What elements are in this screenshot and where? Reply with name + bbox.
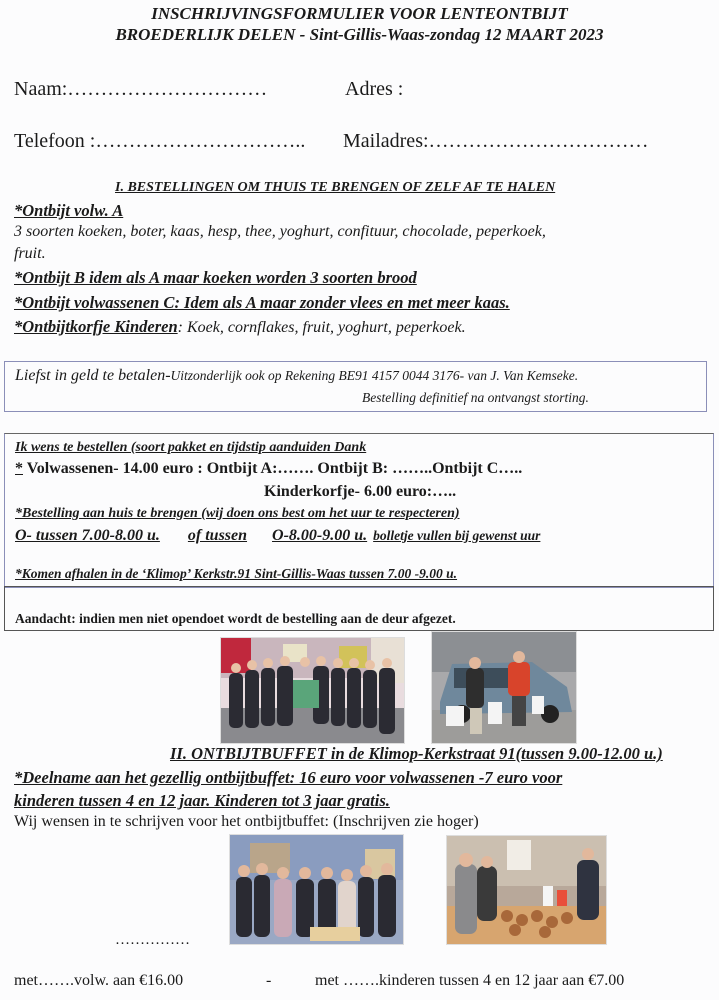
korfje-line: [14, 317, 466, 337]
section1-title: I. BESTELLINGEN OM THUIS TE BRENGEN OF ZELF AF TE HALEN: [115, 180, 556, 195]
korfje-desc: : Koek, cornflakes, fruit, yoghurt, peperkoek.: [177, 319, 466, 336]
korfje-title: *Ontbijtkorfje Kinderen: [14, 317, 178, 336]
payment-lead: Liefst in geld te betalen-: [15, 367, 171, 384]
order-intro: Ik wens te bestellen (soort pakket en tijdstip aanduiden Dank: [15, 440, 367, 455]
slot-7-8[interactable]: O- tussen 7.00-8.00 u.: [15, 527, 160, 544]
ontbijt-b-line: *Ontbijt B idem als A maar koeken worden 3 soorten brood: [14, 268, 417, 287]
ontbijt-c-line: *Ontbijt volwassenen C: Idem als A maar zonder vlees en met meer kaas.: [14, 293, 510, 312]
ontbijt-a-title: *Ontbijt volw. A: [14, 201, 124, 220]
payment-rest: Uitzonderlijk ook op Rekening BE91 4157 0044 3176- van J. Van Kemseke.: [170, 368, 579, 383]
buffet-group-photo: [229, 834, 404, 945]
buffet-wish: Wij wensen in te schrijven voor het ontbijtbuffet: (Inschrijven zie hoger): [14, 813, 479, 830]
order-star: *: [15, 460, 23, 477]
order-slots-line: [15, 527, 540, 545]
buffet-table-photo-image: [447, 836, 606, 944]
attention-text: Aandacht: indien men niet opendoet wordt de bestelling aan de deur afgezet.: [15, 611, 456, 626]
group-photo: [220, 637, 405, 744]
form-subtitle: BROEDERLIJK DELEN - Sint-Gillis-Waas-zondag 12 MAART 2023: [115, 25, 604, 44]
payment-definitief: Bestelling definitief na ontvangst storting.: [362, 390, 589, 405]
ontbijt-a-desc-1: 3 soorten koeken, boter, kaas, hesp, thee, yoghurt, confituur, chocolade, peperkoek,: [14, 223, 546, 240]
buffet-table-photo: [446, 835, 607, 945]
group-photo-image: [221, 638, 404, 743]
order-pickup[interactable]: *Komen afhalen in de ‘Klimop’ Kerkstr.91 Sint-Gillis-Waas tussen 7.00 -9.00 u.: [15, 566, 458, 581]
mailadres-field[interactable]: Mailadres:……………………………: [343, 130, 649, 152]
buffet-volw-count[interactable]: met…….volw. aan €16.00: [14, 972, 184, 989]
payment-line: [15, 367, 578, 385]
buffet-price-line-1: *Deelname aan het gezellig ontbijtbuffet: 16 euro voor volwassenen -7 euro voor: [14, 768, 563, 787]
buffet-dash: -: [266, 972, 272, 989]
slot-or: of tussen: [187, 527, 248, 544]
ontbijt-a-desc-2: fruit.: [14, 245, 46, 262]
order-volw-line: [15, 460, 522, 478]
slot-hint: bolletje vullen bij gewenst uur: [373, 528, 541, 543]
slot-8-9[interactable]: O-8.00-9.00 u.: [272, 527, 368, 544]
adres-field[interactable]: Adres :: [345, 78, 404, 100]
buffet-kinderen-count[interactable]: met …….kinderen tussen 4 en 12 jaar aan €7.00: [315, 972, 625, 989]
delivery-photo: [431, 631, 577, 744]
buffet-group-photo-image: [230, 835, 403, 944]
delivery-photo-image: [432, 632, 576, 743]
order-home-delivery: *Bestelling aan huis te brengen (wij doen ons best om het uur te respecteren): [15, 506, 460, 521]
telefoon-field[interactable]: Telefoon :…………………………..: [14, 130, 306, 152]
order-volw[interactable]: Volwassenen- 14.00 euro : Ontbijt A:……. Ontbijt B: ……..Ontbijt C…..: [23, 460, 523, 477]
order-kinderkorfje[interactable]: Kinderkorfje- 6.00 euro:…..: [264, 483, 457, 500]
section2-title: II. ONTBIJTBUFFET in de Klimop-Kerkstraat 91(tussen 9.00-12.00 u.): [170, 744, 663, 763]
form-title: INSCHRIJVINGSFORMULIER VOOR LENTEONTBIJT: [151, 4, 568, 23]
naam-field[interactable]: Naam:…………………………: [14, 78, 268, 100]
buffet-price-line-2: kinderen tussen 4 en 12 jaar. Kinderen tot 3 jaar gratis.: [14, 791, 390, 810]
buffet-name-dots[interactable]: ……………: [115, 932, 190, 948]
